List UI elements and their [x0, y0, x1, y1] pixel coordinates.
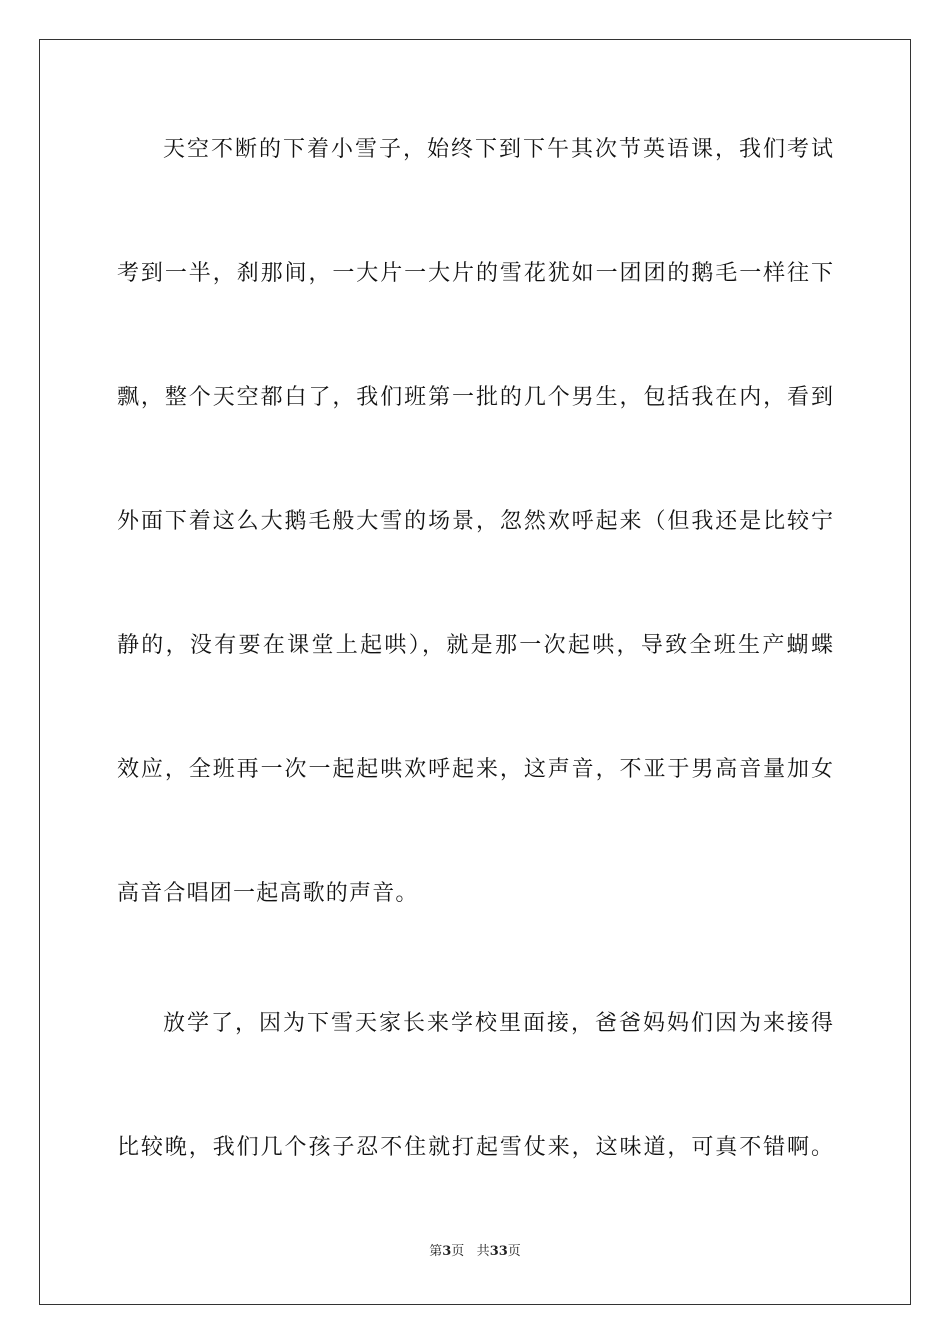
page-prefix: 第: [429, 1244, 443, 1259]
paragraph-line: 天空不断的下着小雪子，始终下到下午其次节英语课，我们考试: [163, 137, 833, 162]
page-border: [39, 39, 911, 1305]
paragraph-line: 考到一半，刹那间，一大片一大片的雪花犹如一团团的鹅毛一样往下: [117, 261, 833, 286]
paragraph-line: 比较晚，我们几个孩子忍不住就打起雪仗来，这味道，可真不错啊。: [117, 1135, 833, 1160]
page-number: 3: [442, 1244, 452, 1259]
paragraph-line: 外面下着这么大鹅毛般大雪的场景，忽然欢呼起来（但我还是比较宁: [117, 509, 833, 534]
paragraph-line: 效应，全班再一次一起起哄欢呼起来，这声音，不亚于男高音量加女: [117, 757, 833, 782]
page-suffix: 页: [451, 1244, 465, 1259]
paragraph-line: 高音合唱团一起高歌的声音。: [117, 881, 419, 906]
paragraph-line: 飘，整个天空都白了，我们班第一批的几个男生，包括我在内，看到: [117, 385, 833, 410]
total-prefix: 共: [476, 1244, 490, 1259]
page-footer: [0, 1243, 950, 1261]
total-suffix: 页: [507, 1244, 521, 1259]
paragraph-line: 静的，没有要在课堂上起哄），就是那一次起哄，导致全班生产蝴蝶: [117, 633, 833, 658]
paragraph-line: 放学了，因为下雪天家长来学校里面接，爸爸妈妈们因为来接得: [163, 1011, 833, 1036]
total-pages: 33: [489, 1244, 508, 1259]
